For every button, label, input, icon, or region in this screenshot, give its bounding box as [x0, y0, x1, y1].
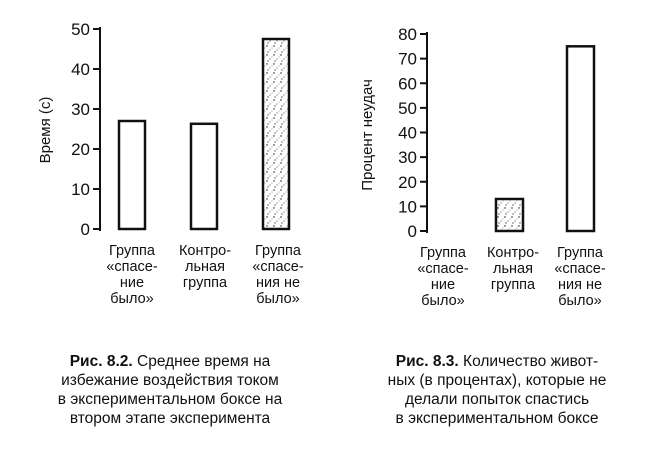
- caption-line: Количество живот-: [463, 353, 599, 370]
- caption-line: избежание воздействия током: [61, 372, 279, 389]
- caption-line: втором этапе эксперимента: [69, 410, 271, 427]
- y-tick-label: 30: [398, 148, 417, 168]
- y-tick-label: 70: [398, 49, 417, 69]
- caption-label: Рис. 8.3.: [395, 353, 459, 370]
- bar: [191, 124, 217, 229]
- y-tick-label: 0: [407, 222, 417, 241]
- x-category-label: Группа «спасе-ния не было»: [554, 245, 606, 309]
- y-tick-label: 60: [398, 74, 417, 94]
- caption-line: Среднее время на: [137, 353, 271, 370]
- y-tick-label: 40: [71, 60, 90, 79]
- caption-label: Рис. 8.2.: [69, 353, 133, 370]
- x-category-label: Группа «спасе-ния не было»: [252, 243, 304, 307]
- figure-8-2-caption: [14, 352, 326, 428]
- bar: [496, 199, 523, 231]
- x-category-label: Контро-льная группа: [486, 245, 540, 293]
- y-tick-label: 20: [71, 140, 90, 159]
- y-tick-label: 50: [71, 20, 90, 39]
- y-tick-label: 30: [71, 100, 90, 119]
- figure-8-3-caption: [336, 352, 658, 428]
- y-tick-label: 20: [398, 172, 417, 192]
- x-category-label: Группа «спасе-ние было»: [417, 245, 469, 309]
- bar: [567, 46, 594, 231]
- y-axis-label: Процент неудач: [359, 79, 376, 191]
- caption-line: в экспериментальном боксе: [395, 410, 599, 427]
- y-tick-label: 0: [80, 220, 90, 239]
- y-tick-label: 10: [398, 197, 417, 217]
- x-category-label: Контро-льная группа: [178, 243, 232, 291]
- caption-line: в экспериментальном боксе на: [57, 391, 283, 408]
- bar: [119, 121, 145, 229]
- y-tick-label: 10: [71, 180, 90, 199]
- caption-line: делали попыток спастись: [404, 391, 590, 408]
- y-tick-label: 40: [398, 123, 417, 143]
- y-axis-label: Время (с): [37, 96, 54, 164]
- y-tick-label: 80: [398, 25, 417, 44]
- caption-line: ных (в процентах), которые не: [387, 372, 607, 389]
- bar: [263, 39, 289, 229]
- y-tick-label: 50: [398, 98, 417, 118]
- x-category-label: Группа «спасе-ние было»: [106, 243, 158, 307]
